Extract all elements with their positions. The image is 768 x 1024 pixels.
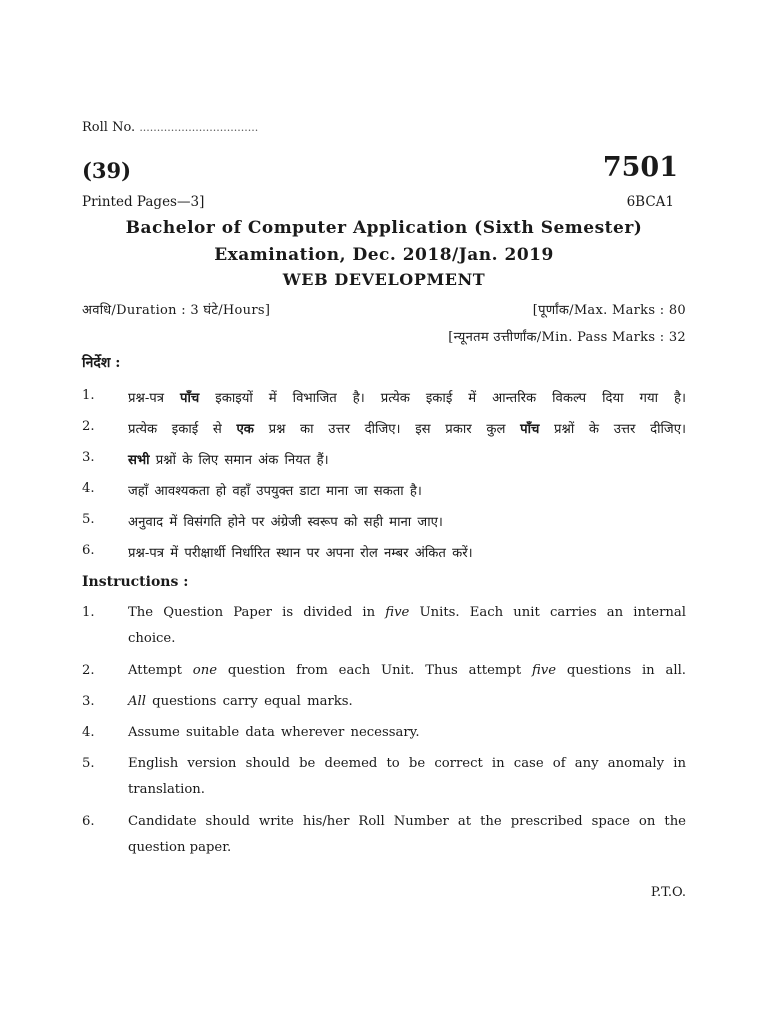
exam-page: Roll No. .................................. (39) 7501 Printed Pages—3] 6BCA1 Bachelor of Computer Application (Sixth Semester) Examination, Dec. 2018/Jan. 2019 WEB DEVELOPMENT अवधि/Duration : 3 घंटे/Hours] [पूर्णांक/Max. Marks : 80 [न्यूनतम उत्तीर्णांक/Min. Pass Marks : 32 निर्देश : 1. प्रश्न-पत्र पाँच इकाइयों में विभाजित है। प्रत्येक इकाई में आन्तरिक विकल्प दिया गया है। 2. प्रत्येक इकाई से एक प्रश्न का उत्तर दीजिए। इस प्रकार कुल पाँच प्रश्नों के उत्तर दीजिए। 3. सभी प्रश्नों के लिए समान अंक नियत हैं। 4. जहाँ आवश्यकता हो वहाँ उपयुक्त डाटा माना जा सकता है। 5. अनुवाद में विसंगति होने पर अंग्रेजी स्वरूप को सही माना जाए। 6. प्रश्न-पत्र में परीक्षार्थी निर्धारित स्थान पर अपना रोल नम्बर अंकित करें। Instructions : 1. The Question Paper is divided in five Units. Each unit carries an internal choice. 2. Attempt one question from each Unit. Thus attempt five questions in all. 3. All questions carry equal marks. 4. Assume suitable data wherever necessary. 5. English version should be deemed to be correct in case of any anomaly in translation. 6. Candidate should write his/her Roll Number at the prescribed space on the question paper. P.T.O. (0, 0, 768, 1024)
paper-code: (39) (82, 158, 132, 183)
subject-title: WEB DEVELOPMENT (282, 270, 486, 289)
printed-pages: Printed Pages—3] (82, 194, 205, 210)
hindi-instructions-heading: निर्देश : (82, 355, 121, 371)
english-instructions-heading: Instructions : (82, 574, 189, 590)
duration: अवधि/Duration : 3 घंटे/Hours] (82, 303, 271, 318)
paper-number: 7501 (602, 152, 678, 183)
exam-session: Examination, Dec. 2018/Jan. 2019 (214, 245, 554, 265)
min-pass-marks: [न्यूनतम उत्तीर्णांक/Min. Pass Marks : 32 (448, 330, 686, 345)
pto-label: P.T.O. (650, 885, 686, 900)
roll-number-blank: .................................. (139, 121, 259, 134)
roll-number-line (82, 120, 258, 135)
exam-title: Bachelor of Computer Application (Sixth Semester) (125, 218, 643, 238)
roll-label: Roll No. (82, 120, 136, 135)
max-marks: [पूर्णांक/Max. Marks : 80 (532, 303, 686, 318)
subject-code: 6BCA1 (626, 194, 674, 210)
